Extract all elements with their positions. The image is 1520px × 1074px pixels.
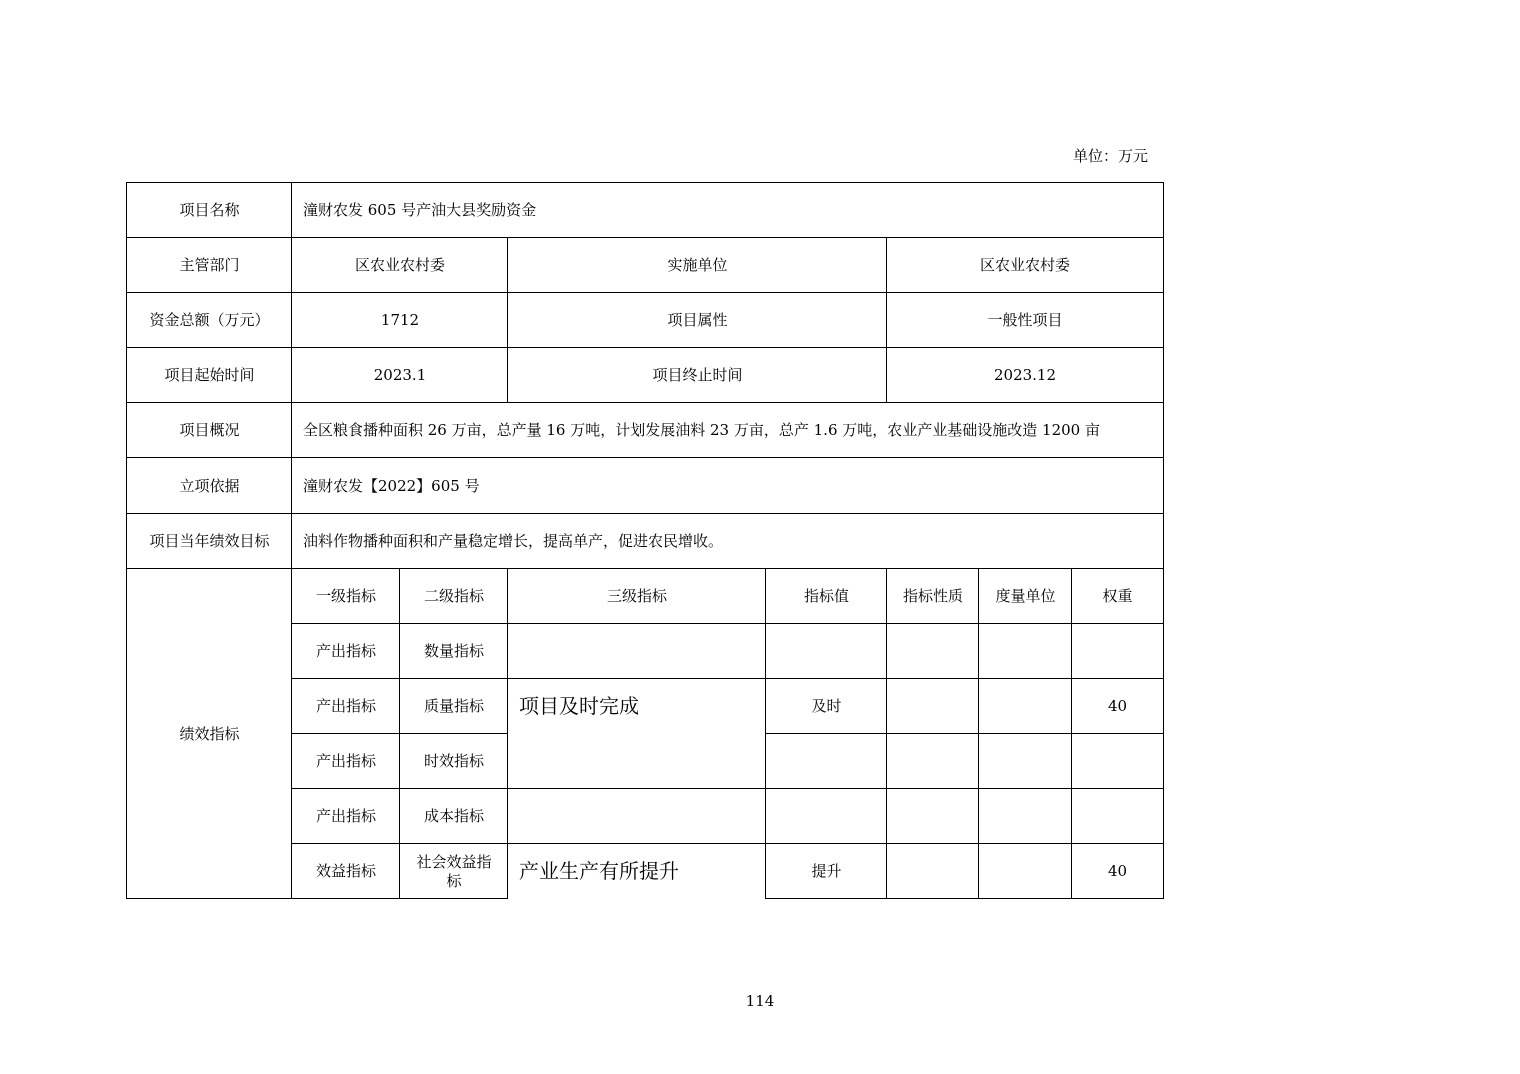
implementer-value: 区农业农村委 bbox=[979, 256, 1070, 274]
funds-label: 资金总额（万元） bbox=[149, 311, 270, 329]
row-level1: 产出指标 bbox=[315, 697, 376, 715]
row-level2: 数量指标 bbox=[423, 642, 484, 660]
basis-value: 潼财农发【2022】605 号 bbox=[303, 476, 480, 495]
page-number: 114 bbox=[745, 992, 775, 1010]
project-attr-label: 项目属性 bbox=[667, 311, 728, 329]
row-value bbox=[766, 789, 887, 844]
header-nature: 指标性质 bbox=[902, 587, 963, 605]
row-level2: 质量指标 bbox=[423, 697, 484, 715]
row-nature bbox=[887, 789, 979, 844]
row-unit bbox=[979, 734, 1072, 789]
grid-line bbox=[978, 568, 979, 899]
overview-value: 全区粮食播种面积 26 万亩，总产量 16 万吨，计划发展油料 23 万亩，总产 1.6 万吨，农业产业基础设施改造 1200 亩 bbox=[303, 421, 1100, 439]
basis-label: 立项依据 bbox=[179, 476, 240, 495]
goal-value: 油料作物播种面积和产量稳定增长，提高单产，促进农民增收。 bbox=[303, 532, 724, 550]
row-nature bbox=[887, 624, 979, 679]
grid-line bbox=[126, 402, 1164, 403]
end-time-label: 项目终止时间 bbox=[652, 366, 743, 384]
row-level3: 项目及时完成 bbox=[519, 694, 639, 718]
row-weight bbox=[1072, 789, 1163, 844]
row-nature bbox=[887, 844, 979, 899]
grid-line bbox=[126, 182, 1164, 183]
grid-line bbox=[507, 568, 508, 899]
grid-line bbox=[399, 568, 400, 899]
grid-line bbox=[126, 898, 508, 899]
start-time-value: 2023.1 bbox=[373, 366, 427, 384]
row-level3: 产业生产有所提升 bbox=[519, 859, 679, 883]
row-level3 bbox=[508, 734, 766, 789]
grid-line bbox=[126, 182, 127, 899]
row-level3 bbox=[508, 624, 766, 679]
row-level1: 产出指标 bbox=[315, 752, 376, 770]
funds-value: 1712 bbox=[380, 311, 420, 329]
goal-label: 项目当年绩效目标 bbox=[149, 532, 270, 550]
grid-line bbox=[765, 898, 1164, 899]
header-level1: 一级指标 bbox=[315, 587, 376, 605]
grid-line bbox=[507, 237, 508, 403]
grid-line bbox=[291, 843, 1164, 844]
project-attr-value: 一般性项目 bbox=[987, 311, 1063, 329]
grid-line bbox=[291, 182, 292, 899]
header-level2: 二级指标 bbox=[423, 587, 484, 605]
row-value: 提升 bbox=[811, 862, 842, 880]
grid-line bbox=[1163, 182, 1164, 899]
row-level1: 产出指标 bbox=[315, 642, 376, 660]
grid-line bbox=[126, 568, 1164, 569]
grid-line bbox=[291, 788, 1164, 789]
row-weight: 40 bbox=[1107, 697, 1128, 715]
grid-line bbox=[1071, 568, 1072, 899]
grid-line bbox=[886, 568, 887, 899]
row-nature bbox=[887, 679, 979, 734]
row-nature bbox=[887, 734, 979, 789]
row-unit bbox=[979, 789, 1072, 844]
project-name-label: 项目名称 bbox=[179, 201, 240, 219]
row-level2: 时效指标 bbox=[423, 752, 484, 770]
grid-line bbox=[291, 623, 1164, 624]
row-level2: 社会效益指标 bbox=[416, 852, 492, 890]
header-level3: 三级指标 bbox=[606, 587, 667, 605]
overview-label: 项目概况 bbox=[179, 421, 240, 439]
start-time-label: 项目起始时间 bbox=[164, 366, 255, 384]
row-unit bbox=[979, 679, 1072, 734]
grid-line bbox=[765, 568, 766, 899]
grid-line bbox=[126, 237, 1164, 238]
grid-line bbox=[765, 733, 1164, 734]
grid-line bbox=[126, 457, 1164, 458]
row-weight bbox=[1072, 624, 1163, 679]
row-level2: 成本指标 bbox=[423, 807, 484, 825]
header-value: 指标值 bbox=[803, 587, 849, 605]
grid-line bbox=[126, 292, 1164, 293]
row-weight: 40 bbox=[1107, 862, 1128, 880]
row-value: 及时 bbox=[811, 697, 842, 715]
indicators-label: 绩效指标 bbox=[179, 724, 240, 743]
grid-line bbox=[126, 513, 1164, 514]
row-level1: 效益指标 bbox=[315, 862, 376, 880]
row-unit bbox=[979, 624, 1072, 679]
implementer-label: 实施单位 bbox=[667, 256, 728, 274]
header-unit: 度量单位 bbox=[995, 587, 1056, 605]
project-name-value: 潼财农发 605 号产油大县奖励资金 bbox=[303, 201, 537, 219]
grid-line bbox=[126, 347, 1164, 348]
department-value: 区农业农村委 bbox=[354, 256, 445, 274]
row-level3 bbox=[508, 789, 766, 844]
grid-line bbox=[291, 678, 1164, 679]
grid-line bbox=[886, 237, 887, 403]
row-value bbox=[766, 624, 887, 679]
unit-label: 单位：万元 bbox=[1073, 147, 1149, 165]
end-time-value: 2023.12 bbox=[993, 366, 1057, 384]
department-label: 主管部门 bbox=[179, 256, 240, 274]
row-unit bbox=[979, 844, 1072, 899]
row-value bbox=[766, 734, 887, 789]
row-level1: 产出指标 bbox=[315, 807, 376, 825]
row-weight bbox=[1072, 734, 1163, 789]
header-weight: 权重 bbox=[1102, 587, 1133, 605]
